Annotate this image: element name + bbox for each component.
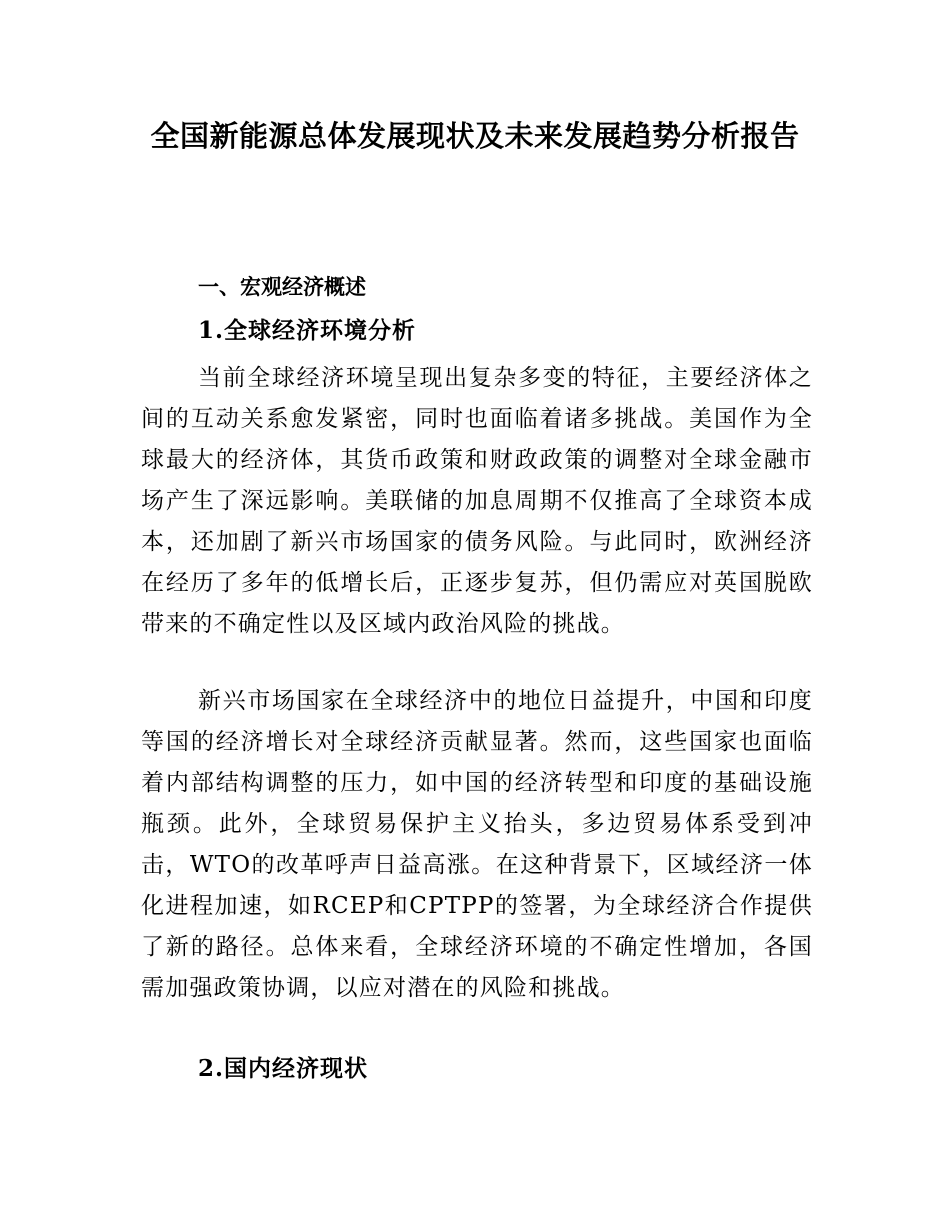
paragraph-global-economy-1: 当前全球经济环境呈现出复杂多变的特征，主要经济体之间的互动关系愈发紧密，同时也面临着诸多挑战。美国作为全球最大的经济体，其货币政策和财政政策的调整对全球金融市场产生了深远影响。美联储的加息周期不仅推高了全球资本成本，还加剧了新兴市场国家的债务风险。与此同时，欧洲经济在经历了多年的低增长后，正逐步复苏，但仍需应对英国脱欧带来的不确定性以及区域内政治风险的挑战。 [141,365,813,637]
subsection-heading-domestic-economy: 2.国内经济现状 [198,1055,369,1082]
subsection-heading-global-economy: 1.全球经济环境分析 [198,317,417,344]
section-heading-macro-economy: 一、宏观经济概述 [198,275,366,299]
document-title: 全国新能源总体发展现状及未来发展趋势分析报告 [150,119,800,153]
paragraph-global-economy-2: 新兴市场国家在全球经济中的地位日益提升，中国和印度等国的经济增长对全球经济贡献显著。然而，这些国家也面临着内部结构调整的压力，如中国的经济转型和印度的基础设施瓶颈。此外，全球贸易保护主义抬头，多边贸易体系受到冲击，WTO的改革呼声日益高涨。在这种背景下，区域经济一体化进程加速，如RCEP和CPTPP的签署，为全球经济合作提供了新的路径。总体来看，全球经济环境的不确定性增加，各国需加强政策协调，以应对潜在的风险和挑战。 [141,688,813,1001]
